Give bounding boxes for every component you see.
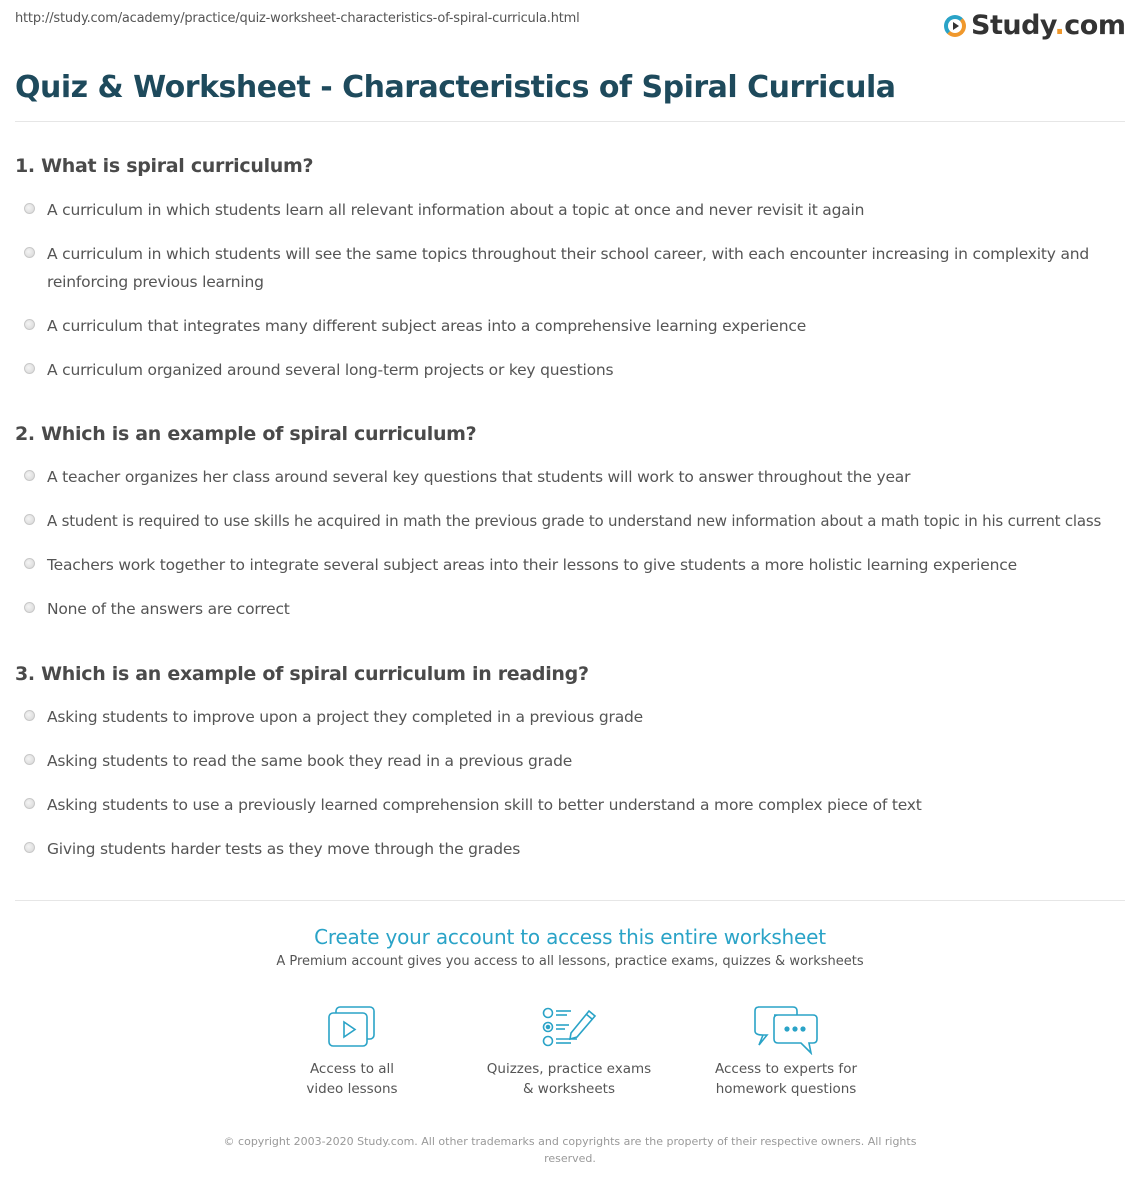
feature-experts: Access to experts for homework questions (686, 1005, 886, 1099)
divider (15, 121, 1125, 122)
question-2 (15, 423, 1130, 623)
question-3 (15, 663, 1130, 863)
logo-text: Study.com (971, 10, 1126, 41)
question-1 (15, 155, 1130, 384)
answer-option[interactable]: A curriculum in which students will see the same topics throughout their school career, with each encounter increasing in complexity and reinforcing previous learning (15, 240, 1130, 296)
question-title: 1. What is spiral curriculum? (15, 155, 314, 177)
radio-button[interactable] (24, 319, 35, 330)
divider (15, 900, 1125, 901)
radio-button[interactable] (24, 363, 35, 374)
cta-title[interactable]: Create your account to access this entire worksheet (314, 925, 826, 949)
question-title: 3. Which is an example of spiral curriculum in reading? (15, 663, 589, 685)
video-lessons-icon (326, 1005, 378, 1049)
quiz-checklist-icon (541, 1005, 597, 1049)
answer-option[interactable]: Asking students to read the same book they read in a previous grade (15, 747, 1130, 775)
answer-option[interactable]: Asking students to improve upon a project they completed in a previous grade (15, 703, 1130, 731)
answer-option[interactable]: Teachers work together to integrate several subject areas into their lessons to give students a more holistic learning experience (15, 551, 1130, 579)
answer-option[interactable]: A curriculum organized around several long-term projects or key questions (15, 356, 1130, 384)
question-title: 2. Which is an example of spiral curriculum? (15, 423, 477, 445)
radio-button[interactable] (24, 842, 35, 853)
answer-option[interactable]: A teacher organizes her class around several key questions that students will work to answer throughout the year (15, 463, 1130, 491)
radio-button[interactable] (24, 602, 35, 613)
chat-bubbles-icon (753, 1005, 819, 1055)
radio-button[interactable] (24, 247, 35, 258)
play-logo-icon (944, 15, 966, 37)
answer-option[interactable]: Asking students to use a previously learned comprehension skill to better understand a more complex piece of text (15, 791, 1130, 819)
answer-option[interactable]: A student is required to use skills he acquired in math the previous grade to understand new information about a math topic in his current class (15, 507, 1130, 535)
radio-button[interactable] (24, 558, 35, 569)
feature-video-lessons: Access to all video lessons (252, 1005, 452, 1099)
radio-button[interactable] (24, 798, 35, 809)
radio-button[interactable] (24, 710, 35, 721)
cta-subtitle: A Premium account gives you access to all lessons, practice exams, quizzes & worksheets (276, 954, 864, 969)
radio-button[interactable] (24, 514, 35, 525)
study-logo[interactable] (944, 10, 1126, 41)
radio-button[interactable] (24, 203, 35, 214)
page-url: http://study.com/academy/practice/quiz-worksheet-characteristics-of-spiral-curricula.html (15, 11, 580, 26)
answer-option[interactable]: Giving students harder tests as they move through the grades (15, 835, 1130, 863)
answer-option[interactable]: A curriculum that integrates many different subject areas into a comprehensive learning experience (15, 312, 1130, 340)
radio-button[interactable] (24, 470, 35, 481)
page-title: Quiz & Worksheet - Characteristics of Spiral Curricula (15, 70, 896, 105)
answer-option[interactable]: None of the answers are correct (15, 595, 1130, 623)
copyright-notice: © copyright 2003-2020 Study.com. All other trademarks and copyrights are the property of their respective owners. All rights reserved. (223, 1135, 917, 1165)
answer-option[interactable]: A curriculum in which students learn all relevant information about a topic at once and never revisit it again (15, 196, 1130, 224)
radio-button[interactable] (24, 754, 35, 765)
feature-quizzes: Quizzes, practice exams & worksheets (469, 1005, 669, 1099)
